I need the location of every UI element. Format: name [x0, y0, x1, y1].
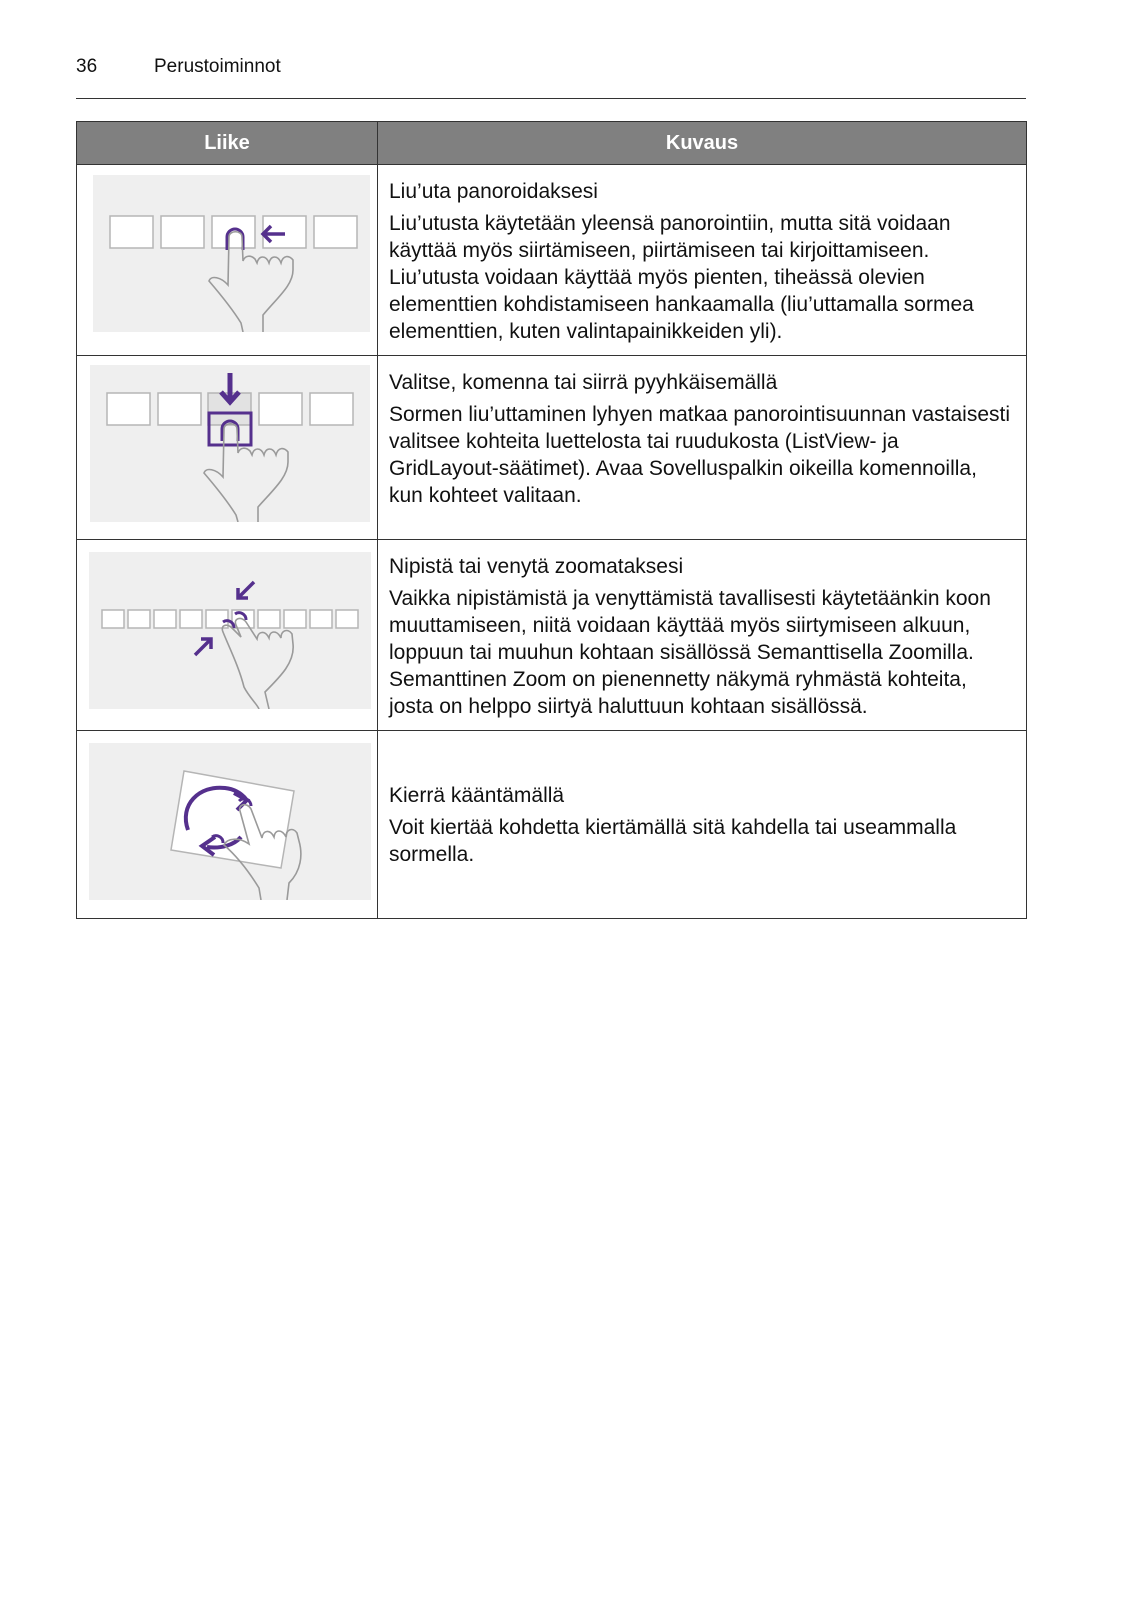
- description-cell: [378, 540, 1027, 731]
- table-header-row: [77, 122, 1027, 165]
- motion-cell: [77, 731, 378, 919]
- table-row: [77, 731, 1027, 919]
- gesture-title: Nipistä tai venytä zoomataksesi: [389, 555, 684, 578]
- gesture-table: [76, 121, 1027, 919]
- table-row: [77, 165, 1027, 356]
- motion-cell: [77, 165, 378, 356]
- description-cell: [378, 356, 1027, 540]
- gesture-title: Kierrä kääntämällä: [389, 783, 565, 807]
- motion-cell: [77, 540, 378, 731]
- section-title: Perustoiminnot: [154, 56, 281, 77]
- turn-to-rotate-icon: [89, 743, 371, 900]
- table-row: [77, 540, 1027, 731]
- header-description: Kuvaus: [378, 122, 1027, 165]
- page-header: [76, 56, 1026, 99]
- header-motion: Liike: [77, 122, 378, 165]
- motion-cell: [77, 356, 378, 540]
- gesture-title: Valitse, komenna tai siirrä pyyhkäisemällä: [389, 371, 778, 394]
- slide-to-pan-icon: [93, 175, 370, 332]
- description-cell: [378, 731, 1027, 919]
- page-number: 36: [76, 56, 98, 77]
- table-row: [77, 356, 1027, 540]
- gesture-description: Voit kiertää kohdetta kiertämällä sitä kahdella tai useammalla sormella.: [389, 815, 957, 866]
- gesture-description: Vaikka nipistämistä ja venyttämistä tavallisesti käytetäänkin koon muuttamiseen, niitä voidaan käyttää myös siirtymiseen alkuun, loppuun tai muuhun kohtaan sisällössä Semanttisella Zoomilla. Semanttinen Zoom on pienennetty näkymä ryhmästä kohteita, josta on helppo siirtyä haluttuun kohtaan sisällössä.: [389, 587, 991, 718]
- description-cell: [378, 165, 1027, 356]
- swipe-to-select-icon: [90, 365, 370, 522]
- pinch-to-zoom-icon: [89, 552, 371, 709]
- gesture-description: Liu’utusta käytetään yleensä panorointiin, mutta sitä voidaan käyttää myös siirtämiseen, piirtämiseen tai kirjoittamiseen. Liu’utusta voidaan käyttää myös pienten, tiheässä olevien elementtien kohdistamiseen hankaamalla (liu’uttamalla sormea elementtien, kuten valintapainikkeiden yli).: [389, 212, 974, 343]
- gesture-description: Sormen liu’uttaminen lyhyen matkaa panorointisuunnan vastaisesti valitsee kohteita luettelosta tai ruudukosta (ListView- ja GridLayout-säätimet). Avaa Sovelluspalkin oikeilla komennoilla, kun kohteet valitaan.: [389, 403, 1011, 507]
- gesture-title: Liu’uta panoroidaksesi: [389, 180, 598, 203]
